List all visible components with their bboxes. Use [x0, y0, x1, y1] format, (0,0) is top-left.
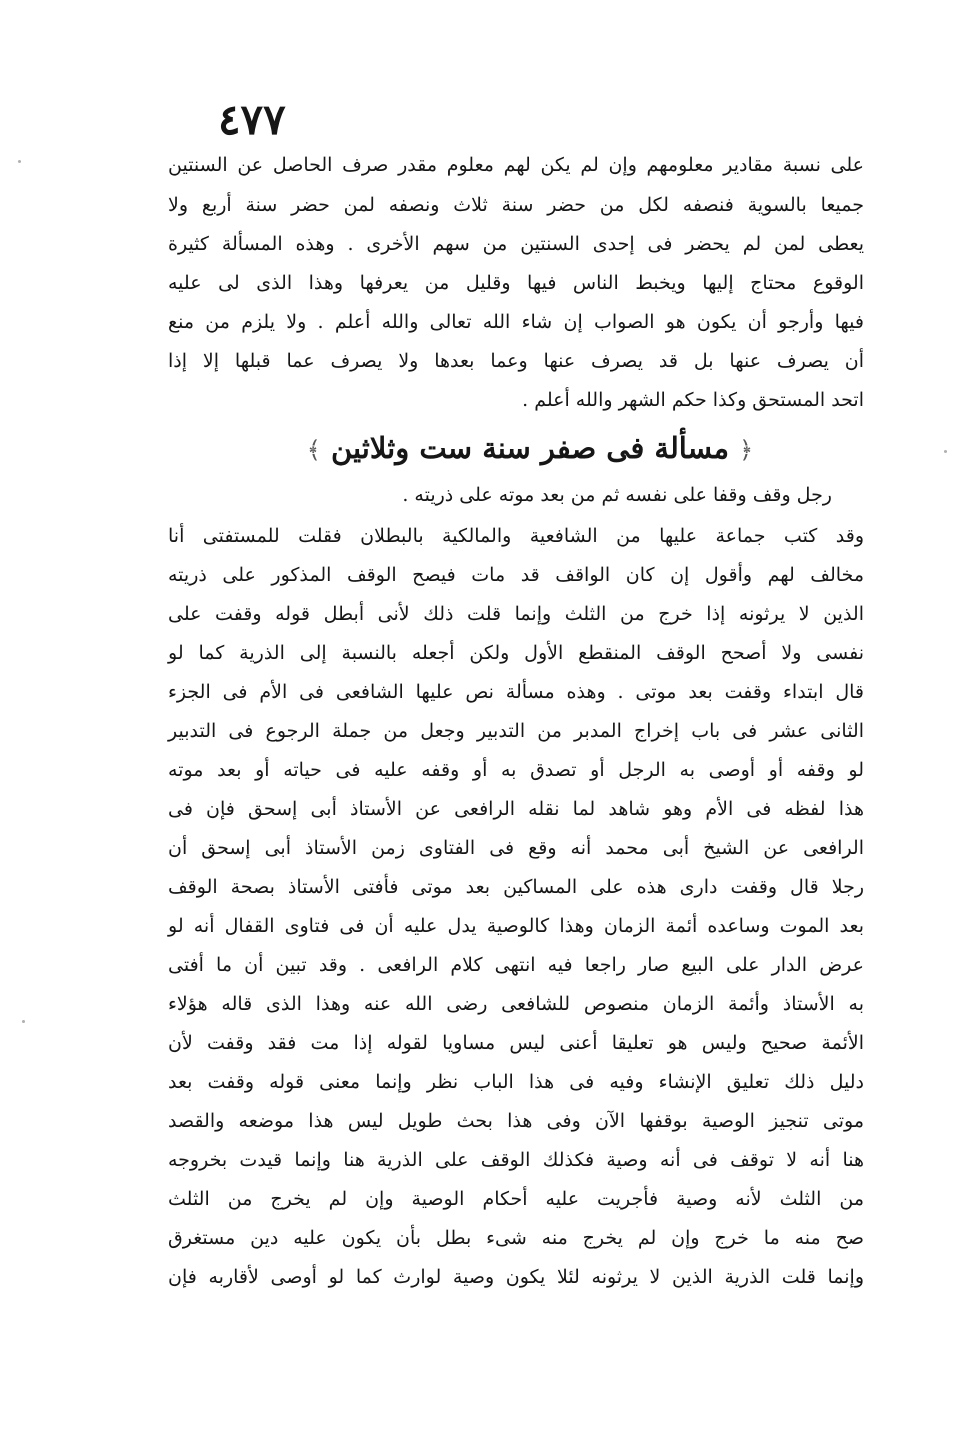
question-line: رجل وقف وقفا على نفسه ثم من بعد موته على ذريته . — [402, 484, 832, 506]
text-line: موتى تنجيز الوصية بوقفها الآن وفى هذا بحث طويل ليس هذا موضعه والقصد — [168, 1110, 864, 1132]
text-line: عرض الدار على البيع صار راجعا فيه انتهى كلام الرافعى . وقد تبين أن ما أفتى — [168, 954, 864, 976]
page-number: ٤٧٧ — [218, 95, 286, 144]
text-line: الوقوع محتاج إليها ويخبط الناس فيها وقليل من يعرفها وهذا الذى لى عليه — [168, 272, 864, 294]
text-line: دليل ذلك تعليق الإنشاء وفيه فى هذا الباب نظر وإنما معنى قوله وقفت بعد — [168, 1071, 864, 1093]
text-line: وقد كتب جماعة عليها من الشافعية والمالكية بالبطلان فقلت للمستفتى أنا — [168, 525, 864, 547]
text-line: أن يصرف عنها بل قد يصرف عنها وعما بعدها ولا يصرف عما قبلها إلا إذا — [168, 350, 864, 372]
text-line: لو وقفه أو أوصى به الرجل أو تصدق به أو وقفه عليه فى حياته أو بعد موته — [168, 759, 864, 781]
text-line: من الثلث لأنه وصية فأجريت عليه أحكام الوصية وإن لم يخرج من الثلث — [168, 1188, 864, 1210]
text-line: مخالف لهم وأقول إن كان الواقف قد مات فيصح الوقف المذكور على ذريته — [168, 564, 864, 586]
text-line: رجلا قال وقفت دارى هذه على المساكين بعد موتى فأفتى الأستاذ بصحة الوقف — [168, 876, 864, 898]
text-line: هنا أنه لا توقف فى أنه وصية فكذلك الوقف على الذرية هنا وإنما قيدت بخروجه — [168, 1149, 864, 1171]
text-line: الرافعى عن الشيخ أبى محمد أنه وقع فى الفتاوى زمن الأستاذ أبى إسحق أن — [168, 837, 864, 859]
heading-ornament-left: ﴾ — [306, 436, 321, 464]
heading-ornament-right: ﴿ — [739, 436, 754, 464]
text-line: هذا لفظه فى الأم وهو شاهد لما نقله الرافعى عن الأستاذ أبى إسحق فإن فى — [168, 798, 864, 820]
text-line: به الأستاذ وأئمة الزمان منصوص للشافعى رضى الله عنه وهذا الذى قاله هؤلاء — [168, 993, 864, 1015]
text-line: نفسى ولا أصحح الوقف المنقطع الأول ولكن أجعله بالنسبة إلى الذرية كما لو — [168, 642, 864, 664]
text-line: فيها وأرجو أن يكون هو الصواب إن شاء الله تعالى والله أعلم . ولا يلزم من منع — [168, 311, 864, 333]
text-line: اتحد المستحق وكذا حكم الشهر والله أعلم . — [522, 389, 864, 411]
text-line: يعطى لمن لم يحضر فى إحدى السنتين من سهم الأخرى . وهذه المسألة كثيرة — [168, 233, 864, 255]
text-line: على نسبة مقادير معلومهم وإن لم يكن لهم معلوم مقدر صرف الحاصل عن السنتين — [168, 154, 864, 176]
text-line: وإنما قلت الذرية الذين لا يرثونه لئلا يكون وصية لوارث كما لو أوصى لأقاربه فإن — [168, 1266, 864, 1288]
text-line: جميعا بالسوية فنصفه لكل من حضر سنة ثلاث ونصفه لمن حضر سنة أربع ولا — [168, 194, 864, 216]
text-line: الثانى عشر فى باب إخراج المدبر من التدبير وجعل من جملة الرجوع فى التدبير — [168, 720, 864, 742]
scan-speck — [18, 160, 21, 163]
text-line: الذين لا يرثونه إذا خرج من الثلث وإنما قلت ذلك لأنى أبطل قوله وقفت على — [168, 603, 864, 625]
section-heading-text: مسألة فى صفر سنة ست وثلاثين — [330, 431, 730, 465]
text-line: الأئمة صحيح وليس هو تعليقا أعنى ليس مساويا لقوله إذا مت فقد وقفت لأن — [168, 1032, 864, 1054]
scan-speck — [22, 1020, 25, 1023]
text-line: بعد الموت وساعده أئمة الزمان وهذا كالوصية يدل عليه أن فى فتاوى القفال أنه لو — [168, 915, 864, 937]
section-heading — [250, 425, 810, 473]
text-line: صح منه ما خرج وإن لم يخرج منه شىء بطل بأن يكون عليه دين مستغرق — [168, 1227, 864, 1249]
text-line: قال ابتداء وقفت بعد موتى . وهذه مسألة نص عليها الشافعى فى الأم فى الجزء — [168, 681, 864, 703]
scan-speck — [944, 450, 947, 453]
